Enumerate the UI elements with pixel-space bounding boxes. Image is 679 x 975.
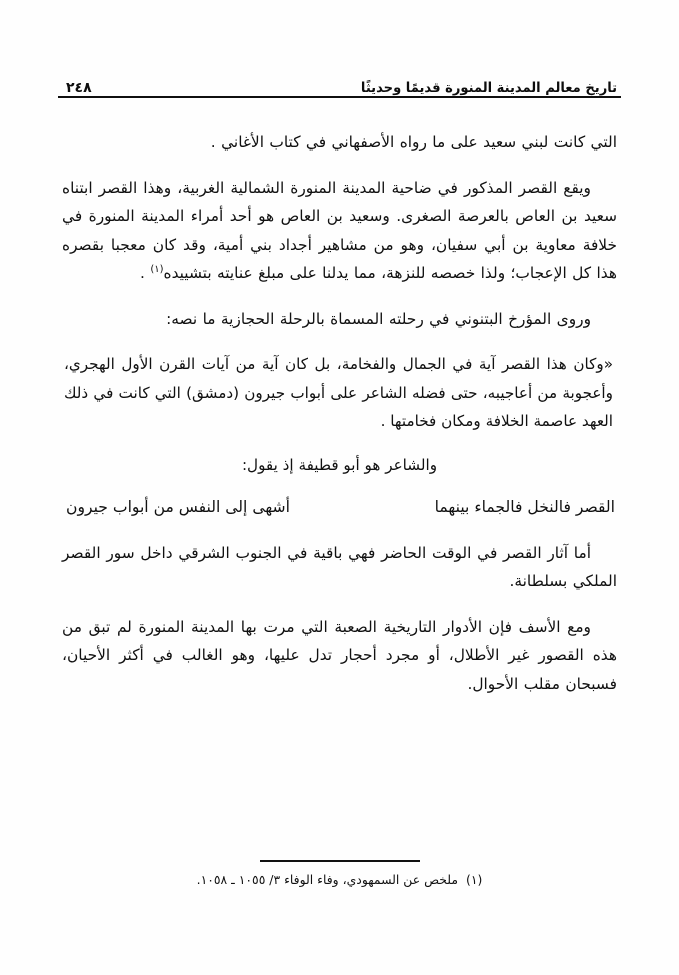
paragraph-batanuni: وروى المؤرخ البتنوني في رحلته المسماة بالرحلة الحجازية ما نصه: [166,309,591,328]
text-column [62,128,617,715]
footnote-text: ملخص عن السمهودي، وفاء الوفاء ٣/ ١٠٥٥ ـ ١٠٥٨. [196,872,458,887]
paragraph-palace [62,174,617,288]
footnote-item [62,870,617,889]
poem-lead-in: والشاعر هو أبو قطيفة إذ يقول: [241,455,438,474]
header-rule [58,96,621,98]
hemistich-second: أشهى إلى النفس من أبواب جيرون [66,497,290,516]
quote-block-batanuni: «وكان هذا القصر آية في الجمال والفخامة، بل كان آية من آيات القرن الأول الهجري، وأعجوبة من أعاجيبه، حتى فضله الشاعر على أبواب جيرون (دمشق) التي كانت في ذلك العهد عاصمة الخلافة ومكان فخامتها . [64,355,613,430]
paragraph-continuation: التي كانت لبني سعيد على ما رواه الأصفهاني في كتاب الأغاني . [210,133,617,151]
footnote-zone [62,860,617,889]
poem-verse [62,493,617,521]
paragraph-remains: أما آثار القصر في الوقت الحاضر فهي باقية في الجنوب الشرقي داخل سور القصر الملكي بسلطانة. [62,543,617,590]
running-head [62,66,617,96]
paragraph-palace-tail: . [140,264,151,282]
running-head-title: تاريخ معالم المدينة المنورة قديمًا وحديثًا [360,80,617,96]
hemistich-first: القصر فالنخل فالجماء بينهما [434,497,615,516]
page-number: ٢٤٨ [66,80,92,96]
footnote-reference-1[interactable]: (١) [150,263,164,275]
paragraph-lament: ومع الأسف فإن الأدوار التاريخية الصعبة التي مرت بها المدينة المنورة لم تبق من هذه القصور غير الأطلال، أو مجرد أحجار تدل عليها، وهو الغالب في أكثر الأحيان، فسبحان مقلب الأحوال. [62,617,617,693]
footnote-marker: (١) [466,872,483,887]
footnote-separator-rule [260,860,420,862]
paragraph-palace-text: ويقع القصر المذكور في ضاحية المدينة المنورة الشمالية الغربية، وهذا القصر ابتناه سعيد بن العاص بالعرصة الصغرى. وسعيد بن العاص هو أحد أمراء المدينة المنورة في خلافة معاوية بن أبي سفيان، وهو من مشاهير أجداد بني أمية، وقد كان معجبا بقصره هذا كل الإعجاب؛ ولذا خصصه للنزهة، مما يدلنا على مبلغ عنايته بتشييده [62,178,617,282]
